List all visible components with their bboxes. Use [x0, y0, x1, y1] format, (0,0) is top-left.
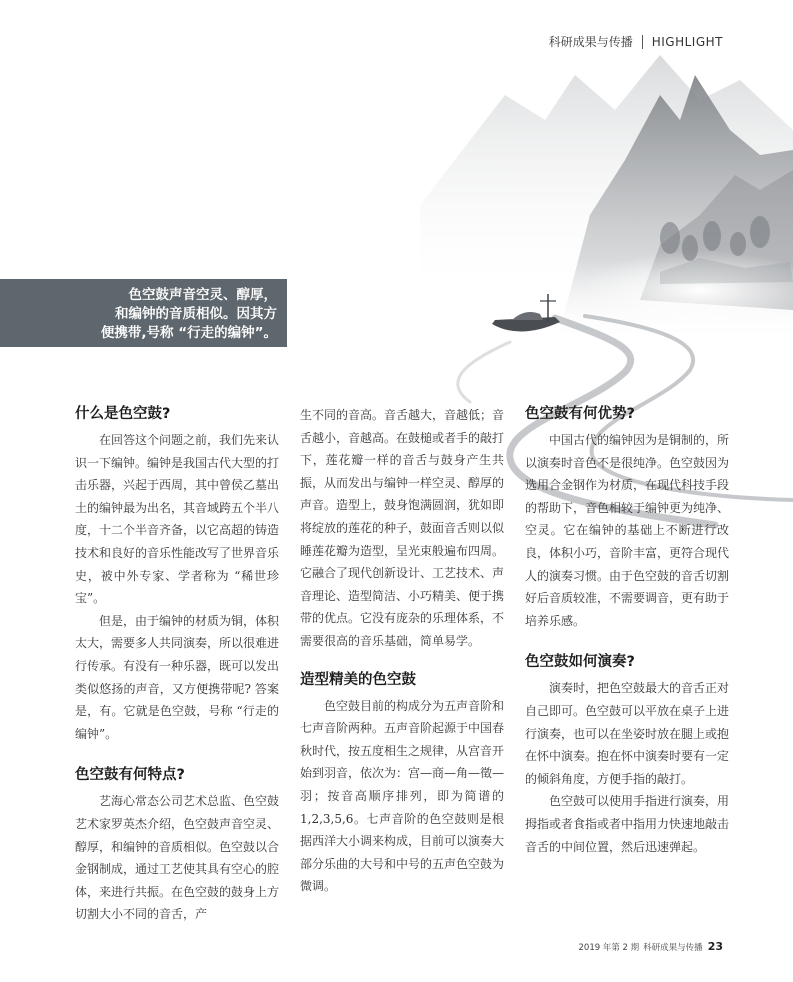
paragraph: 色空鼓目前的构成分为五声音阶和七声音阶两种。五声音阶起源于中国春秋时代，按五度相生之规律，从宫音开始到羽音，依次为：宫—商—角—徵—羽；按音高顺序排列，即为简谱的1,2,3,5,6。七声音阶的色空鼓则是根据西洋大小调来构成，目前可以演奏大部分乐曲的大号和中号的五声色空鼓为微调。: [300, 698, 505, 894]
running-header: [549, 33, 723, 50]
paragraph: 艺海心常态公司艺术总监、色空鼓艺术家罗英杰介绍，色空鼓声音空灵、醇厚，和编钟的音质相似。色空鼓以合金钢制成，通过工艺使其具有空心的腔体，来进行共振。在色空鼓的鼓身上方切割大小不同的音舌，产: [75, 794, 280, 922]
article-column-3: [525, 404, 729, 858]
article-column-2: [300, 404, 504, 898]
paragraph: 色空鼓可以使用手指进行演奏，用拇指或者食指或者中指用力快速地敲击音舌的中间位置，然后迅速弹起。: [525, 794, 730, 854]
article-column-1: [75, 404, 279, 926]
footer-section: 科研成果与传播: [643, 943, 703, 953]
section-heading-advantages: 色空鼓有何优势?: [525, 406, 635, 422]
paragraph: 但是，由于编钟的材质为铜，体积太大，需要多人共同演奏，所以很难进行传承。有没有一种乐器，既可以发出类似悠扬的声音，又方便携带呢? 答案是，有。它就是色空鼓，号称 “行走的编钟”。: [75, 613, 280, 741]
section-heading-design: 造型精美的色空鼓: [300, 671, 416, 688]
section-heading-how-to-play: 色空鼓如何演奏?: [525, 654, 635, 671]
pull-quote-line: 色空鼓声音空灵、醇厚，: [128, 287, 277, 303]
header-divider: [642, 35, 643, 49]
pull-quote-line: 和编钟的音质相似。因其方: [115, 306, 277, 322]
page-number: 23: [707, 940, 723, 953]
section-title-cn: 科研成果与传播: [548, 35, 633, 49]
section-heading-what-is: 什么是色空鼓?: [75, 406, 171, 422]
paragraph: 演奏时，把色空鼓最大的音舌正对自己即可。色空鼓可以平放在桌子上进行演奏，也可以在坐姿时放在腿上或抱在怀中演奏。抱在怀中演奏时要有一定的倾斜角度，方便手指的敲打。: [525, 681, 730, 786]
page-footer: [579, 940, 723, 953]
paragraph: 在回答这个问题之前，我们先来认识一下编钟。编钟是我国古代大型的打击乐器，兴起于西周，其中曾侯乙墓出土的编钟最为出名，其音域跨五个半八度，十二个半音齐备，以它高超的铸造技术和良好的音乐性能改写了世界音乐史，被中外专家、学者称为 “稀世珍宝”。: [75, 433, 280, 606]
section-heading-features: 色空鼓有何特点?: [75, 767, 185, 784]
paragraph: 生不同的音高。音舌越大，音越低；音舌越小，音越高。在鼓槌或者手的敲打下，莲花瓣一样的音舌与鼓身产生共振，从而发出与编钟一样空灵、醇厚的声音。造型上，鼓身饱满圆润，犹如即将绽放的莲花的种子，鼓面音舌则以似睡莲花瓣为造型，呈光束般遍布四周。它融合了现代创新设计、工艺技术、声音理论、造型简洁、小巧精美、便于携带的优点。它没有庞杂的乐理体系，不需要很高的音乐基础，简单易学。: [300, 408, 505, 648]
pull-quote-line: 便携带,号称 “行走的编钟”。: [100, 325, 277, 341]
section-title-en: HIGHLIGHT: [651, 34, 723, 49]
pull-quote: [0, 279, 287, 347]
paragraph: 中国古代的编钟因为是铜制的，所以演奏时音色不是很纯净。色空鼓因为选用合金钢作为材质，在现代科技手段的帮助下，音色相较于编钟更为纯净、空灵。它在编钟的基础上不断进行改良，体积小巧，音阶丰富，更符合现代人的演奏习惯。由于色空鼓的音舌切割好后音质较准，不需要调音，更有助于培养乐感。: [525, 433, 730, 628]
issue-label: 2019 年第 2 期: [578, 943, 640, 953]
